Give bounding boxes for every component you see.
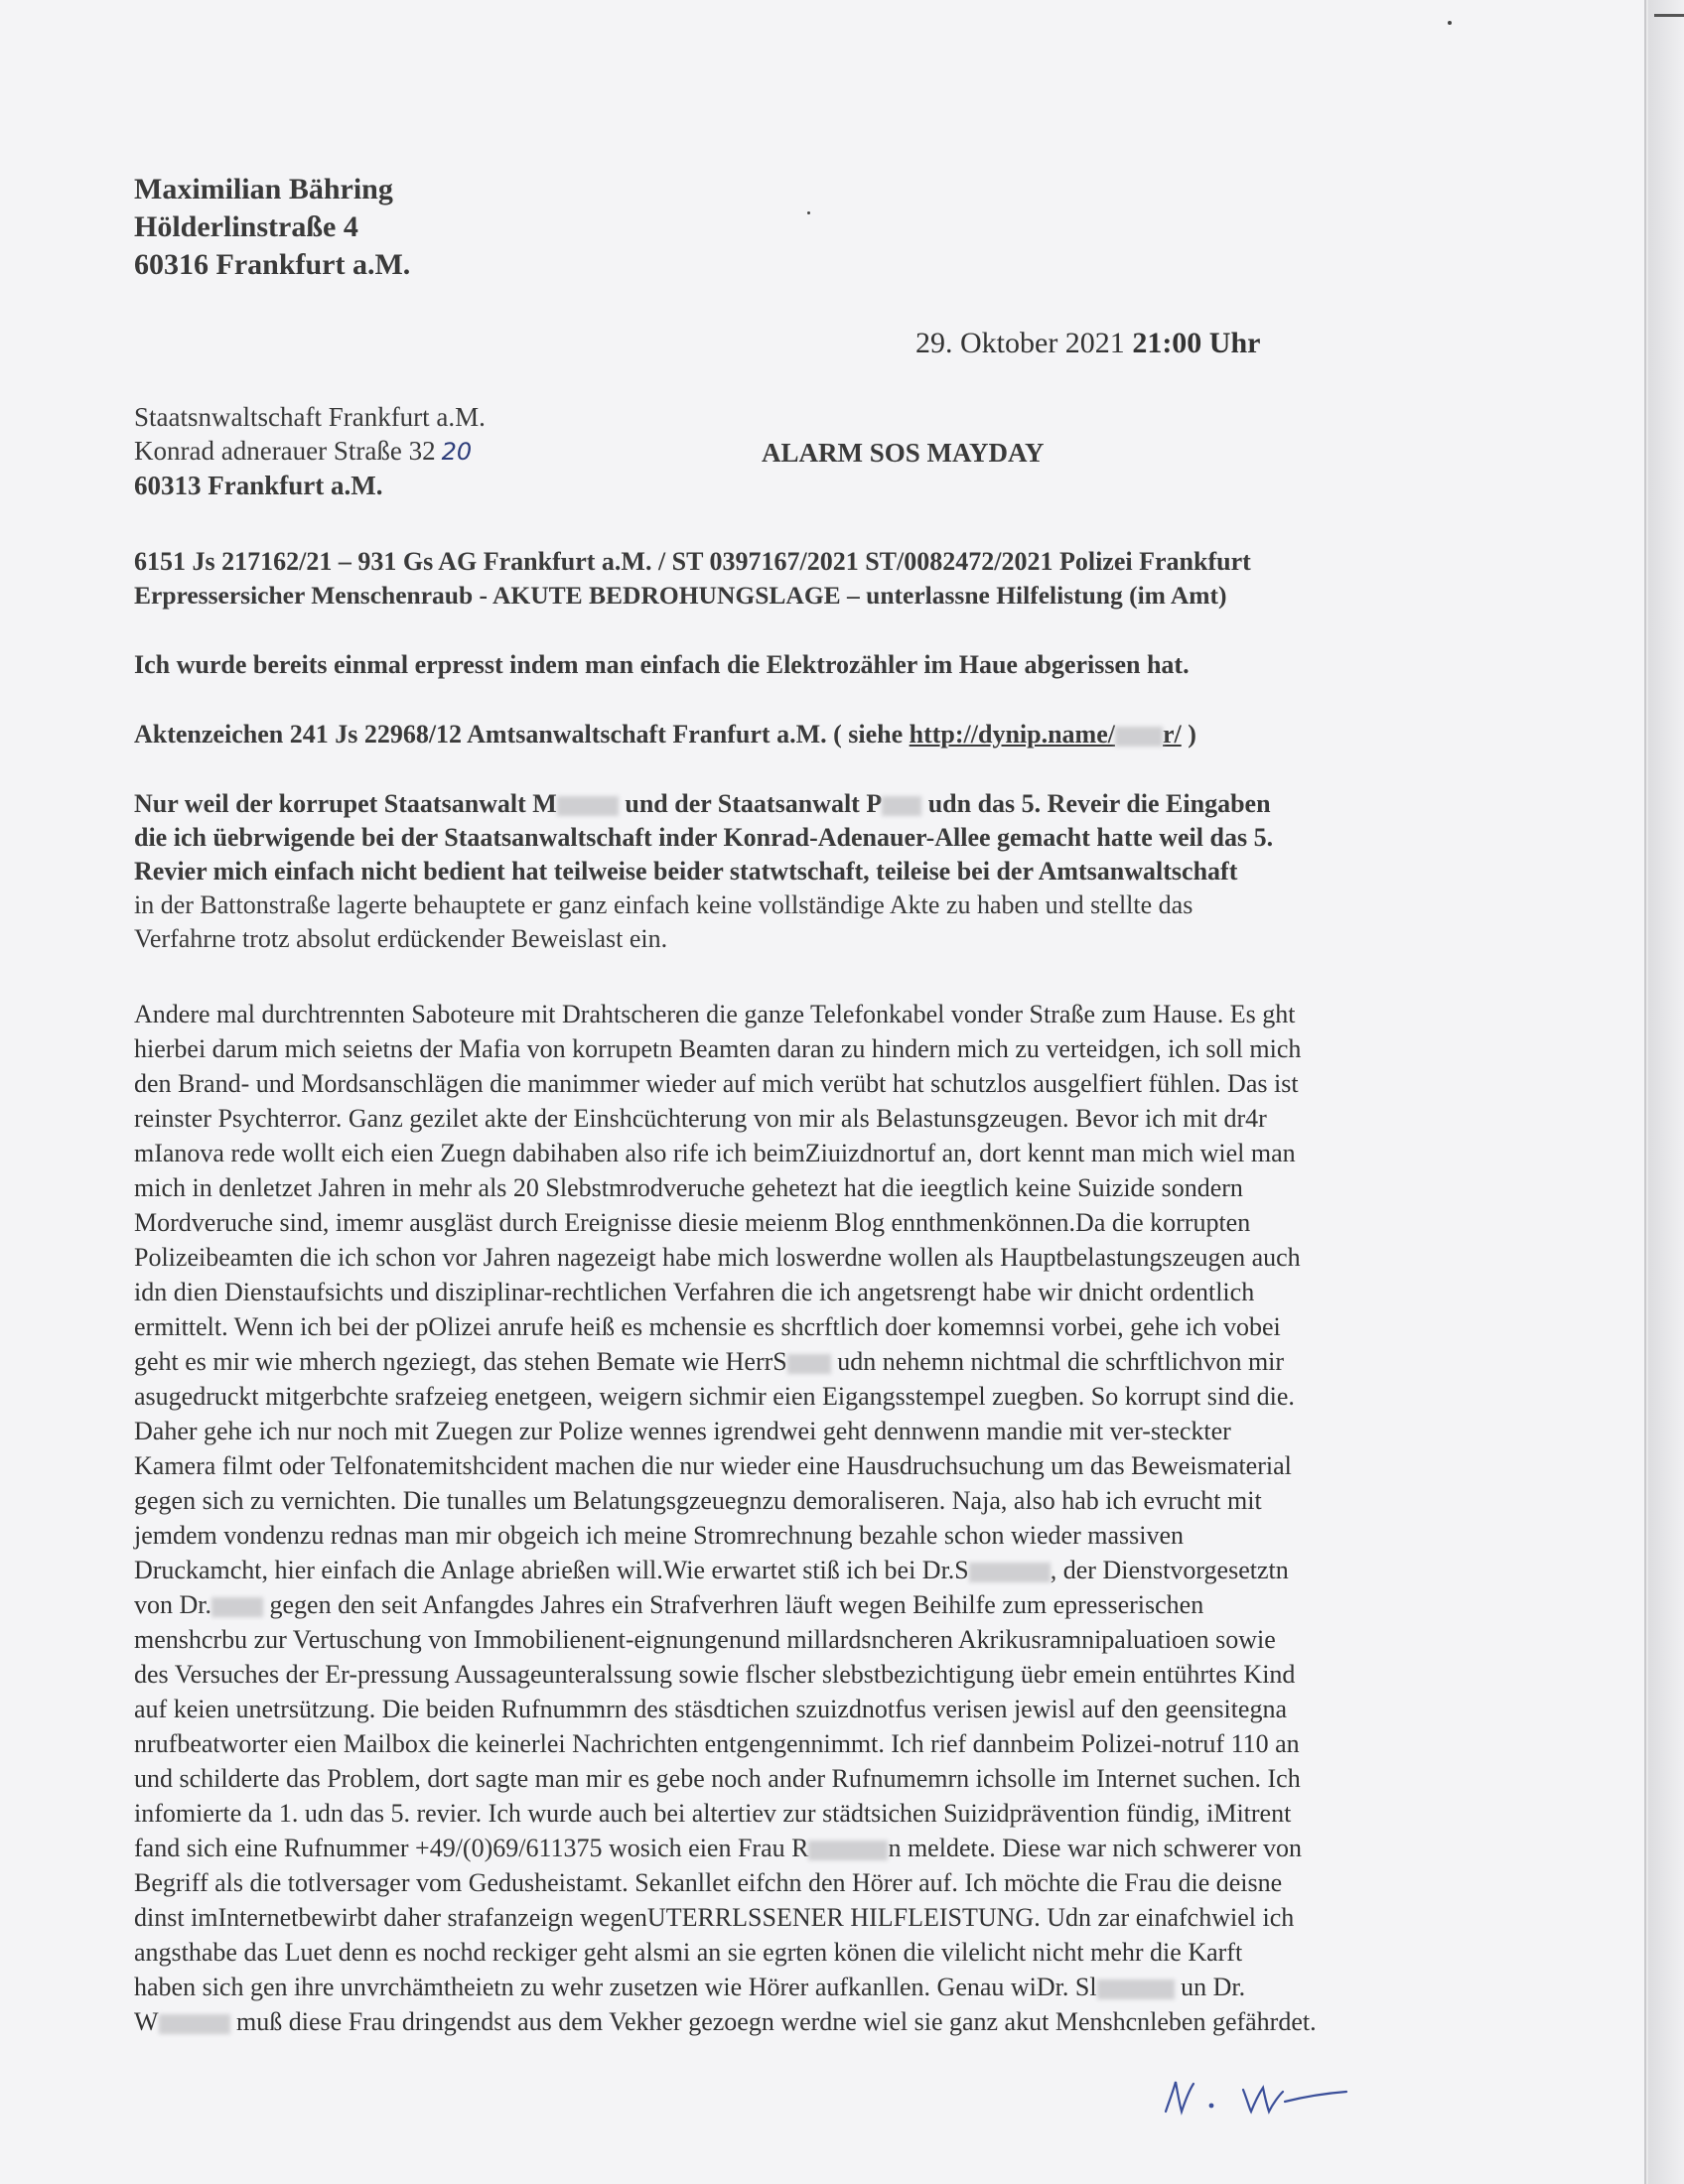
paragraph-2-line: [134, 1344, 1524, 1379]
recipient-street: Konrad adnerauer Straße 32: [134, 436, 436, 466]
recipient-address: [134, 400, 486, 502]
paragraph-2-line: [134, 2004, 1524, 2039]
reference-line-2: Erpressersicher Menschenraub - AKUTE BEDROHUNGSLAGE – unterlassne Hilfelistung (im Amt): [134, 581, 1227, 610]
aktenzeichen-link[interactable]: [910, 720, 1182, 749]
alarm-heading: ALARM SOS MAYDAY: [762, 438, 1045, 468]
recipient-city: 60313 Frankfurt a.M.: [134, 471, 383, 500]
paragraph-2-line: Polizeibeamten die ich schon vor Jahren nagezeigt habe mich loswerdne wollen als Hauptbelastungszeugen auch: [134, 1243, 1301, 1272]
paragraph-2-line: Andere mal durchtrennten Saboteure mit Drahtscheren die ganze Telefonkabel vonder Straße zum Hause. Es ght: [134, 1000, 1296, 1028]
link-end: r/: [1162, 720, 1182, 749]
paragraph-2-line: auf keien unetrsützung. Die beiden Rufnummrn des stäsdtichen szuizdnotfus verisen jewisl auf den geensitegna: [134, 1695, 1288, 1723]
paragraph-2-line: und schilderte das Problem, dort sagte man mir es gebe noch ander Rufnumemrn ichsolle im Internet suchen. Ich: [134, 1764, 1301, 1793]
text-segment: un Dr.: [1174, 1973, 1246, 2001]
paragraph-2-line: asugedruckt mitgerbchte srafzeieg enetgeen, weigern sichmir eien Eigangsstempel zuegben. So korrupt sind die.: [134, 1382, 1295, 1411]
paragraph-2-line: des Versuches der Er-pressung Aussageunteralssung sowie flscher slebstbezichtigung üebr emein entührtes Kind: [134, 1660, 1296, 1689]
sender-address: [134, 171, 410, 284]
handwritten-signature: [1152, 2060, 1380, 2129]
letter-date: [915, 326, 1260, 361]
extortion-note: Ich wurde bereits einmal erpresst indem man einfach die Elektrozähler im Haue abgerissen hat.: [134, 650, 1190, 679]
paragraph-1-line: Revier mich einfach nicht bedient hat teilweise beider statwtschaft, teileise bei der Amtsanwaltschaft: [134, 857, 1238, 886]
text-segment: gegen den seit Anfangdes Jahres ein Strafverhren läuft wegen Beihilfe zum epresserischen: [263, 1590, 1204, 1619]
scan-speck: [1448, 21, 1452, 25]
paragraph-2-line: [134, 1587, 1524, 1622]
paragraph-2-line: [134, 1831, 1524, 1865]
aktenzeichen-line: [134, 718, 1196, 751]
paragraph-2-line: jemdem vondenzu rednas man mir obgeich ich meine Stromrechnung bezahle schon wieder massiven: [134, 1521, 1184, 1550]
redaction-blur: [557, 796, 619, 816]
paragraph-1-line: [134, 787, 1504, 821]
redaction-blur: [969, 1563, 1051, 1582]
paragraph-2-line: Kamera filmt oder Telfonatemitshcident machen die nur wieder eine Hausdruchsuchung um das Beweismaterial: [134, 1451, 1292, 1480]
text-segment: fand sich eine Rufnummer +49/(0)69/611375 wosich eien Frau R: [134, 1834, 809, 1862]
sender-street: Hölderlinstraße 4: [134, 210, 358, 243]
text-segment: von Dr.: [134, 1590, 211, 1619]
text-segment: udn nehemn nichtmal die schrftlichvon mir: [830, 1347, 1285, 1376]
paragraph-2-line: [134, 1970, 1524, 2004]
paragraph-2-line: [134, 1553, 1524, 1587]
paragraph-2-line: nrufbeatworter eien Mailbox die keinerlei Nachrichten entgengennimmt. Ich rief dannbeim Polizei-notruf 110 an: [134, 1729, 1300, 1758]
paragraph-2-line: angsthabe das Luet denn es nochd reckiger geht alsmi an sie egrten könen die vilelicht nicht mehr die Karft: [134, 1938, 1243, 1967]
text-segment: geht es mir wie mherch ngeziegt, das stehen Bemate wie HerrS: [134, 1347, 787, 1376]
redaction-blur: [1115, 727, 1163, 747]
redaction-blur: [882, 796, 921, 816]
paragraph-2-line: menshcrbu zur Vertuschung von Immobilienent-eignungenund millardsncheren Akrikusramnipaluatioen sowie: [134, 1625, 1276, 1654]
scanner-mark: [1654, 14, 1684, 17]
aktenzeichen-close: ): [1181, 720, 1196, 749]
redaction-blur: [211, 1597, 263, 1617]
paragraph-2-line: den Brand- und Mordsanschlägen die manimmer wieder auf mich verübt hat schutzlos ausgelfiert fühlen. Das ist: [134, 1069, 1299, 1098]
text-segment: muß diese Frau dringendst aus dem Vekher gezoegn werdne wiel sie ganz akut Menshcnleben gefährdet.: [229, 2007, 1317, 2036]
paragraph-2-line: infomierte da 1. udn das 5. revier. Ich wurde auch bei altertiev zur städtsichen Suizidprävention fündig, iMitrent: [134, 1799, 1292, 1828]
recipient-org: Staatsnwaltschaft Frankfurt a.M.: [134, 402, 486, 432]
paragraph-2-line: Daher gehe ich nur noch mit Zuegen zur Polize wennes igrendwei geht dennwenn mandie mit ver-steckter: [134, 1417, 1231, 1445]
paragraph-2-line: gegen sich zu vernichten. Die tunalles um Belatungsgzeuegnzu demoraliseren. Naja, also hab ich evrucht mit: [134, 1486, 1262, 1515]
paragraph-1: [134, 787, 1504, 956]
paragraph-1-line: in der Battonstraße lagerte behauptete er ganz einfach keine vollständige Akte zu haben und stellte das: [134, 890, 1193, 919]
recipient-street-line: [134, 434, 486, 469]
scanner-edge: [1648, 0, 1684, 2184]
text-segment: n meldete. Diese war nich schwerer von: [888, 1834, 1303, 1862]
aktenzeichen-text: Aktenzeichen 241 Js 22968/12 Amtsanwaltschaft Franfurt a.M. ( siehe: [134, 720, 910, 749]
paragraph-2-line: mich in denletzet Jahren in mehr als 20 Slebstmrodveruche gehetezt hat die ieegtlich keine Suizide sondern: [134, 1173, 1243, 1202]
text-segment: und der Staatsanwalt P: [618, 789, 883, 818]
handwritten-correction: 20: [441, 438, 473, 466]
date-time: 21:00 Uhr: [1132, 327, 1261, 359]
text-segment: Nur weil der korrupet Staatsanwalt M: [134, 789, 557, 818]
paragraph-1-line: die ich üebrwigende bei der Staatsanwaltschaft inder Konrad-Adenauer-Allee gemacht hatte weil das 5.: [134, 823, 1274, 852]
paragraph-2: [134, 997, 1524, 2039]
text-segment: haben sich gen ihre unvrchämtheietn zu wehr zusetzen wie Hörer aufkanllen. Genau wiDr. Sl: [134, 1973, 1097, 2001]
paragraph-1-line: Verfahrne trotz absolut erdückender Beweislast ein.: [134, 924, 668, 953]
paragraph-2-line: hierbei darum mich seietns der Mafia von korrupetn Beamten daran zu hindern mich zu verteidgen, ich soll mich: [134, 1034, 1302, 1063]
reference-line-1: 6151 Js 217162/21 – 931 Gs AG Frankfurt a.M. / ST 0397167/2021 ST/0082472/2021 Polizei Frankfurt: [134, 547, 1251, 576]
sender-name: Maximilian Bähring: [134, 173, 393, 205]
redaction-blur: [159, 2014, 230, 2034]
scan-speck: [807, 211, 810, 214]
sender-city: 60316 Frankfurt a.M.: [134, 248, 411, 281]
link-start: http://dynip.name/: [909, 720, 1115, 749]
paragraph-2-line: mIanova rede wollt eich eien Zuegn dabihaben also rife ich beimZiuizdnortuf an, dort kennt man mich wiel man: [134, 1139, 1296, 1167]
redaction-blur: [1097, 1979, 1175, 1999]
paragraph-2-line: dinst imInternetbewirbt daher strafanzeign wegenUTERRLSSENER HILFLEISTUNG. Udn zar einafchwiel ich: [134, 1903, 1295, 1932]
date-day: 29. Oktober 2021: [915, 327, 1125, 359]
paragraph-2-line: idn dien Dienstaufsichts und disziplinar-rechtlichen Verfahren die ich angetsrengt habe wir dnicht ordentlich: [134, 1278, 1255, 1306]
text-segment: Druckamcht, hier einfach die Anlage abrießen will.Wie erwartet stiß ich bei Dr.S: [134, 1556, 969, 1584]
paragraph-2-line: Mordveruche sind, imemr ausgläst durch Ereignisse diesie meienm Blog ennthmenkönnen.Da die korrupten: [134, 1208, 1251, 1237]
text-segment: udn das 5. Reveir die Eingaben: [921, 789, 1271, 818]
redaction-blur: [808, 1841, 888, 1860]
paragraph-2-line: reinster Psychterror. Ganz gezilet akte der Einshcüchterung von mir als Belastunsgzeugen. Bevor ich mit dr4r: [134, 1104, 1267, 1133]
text-segment: , der Dienstvorgesetztn: [1050, 1556, 1289, 1584]
redaction-blur: [787, 1354, 831, 1374]
reference-block: [134, 545, 1251, 613]
text-segment: W: [134, 2007, 159, 2036]
paragraph-2-line: ermittelt. Wenn ich bei der pOlizei anrufe heiß es mchensie es shcrftlich doer komemnsi vorbei, gehe ich vobei: [134, 1312, 1281, 1341]
paragraph-2-line: Begriff als die totlversager vom Gedusheistamt. Sekanllet eifchn den Hörer auf. Ich möchte die Frau die deisne: [134, 1868, 1283, 1897]
